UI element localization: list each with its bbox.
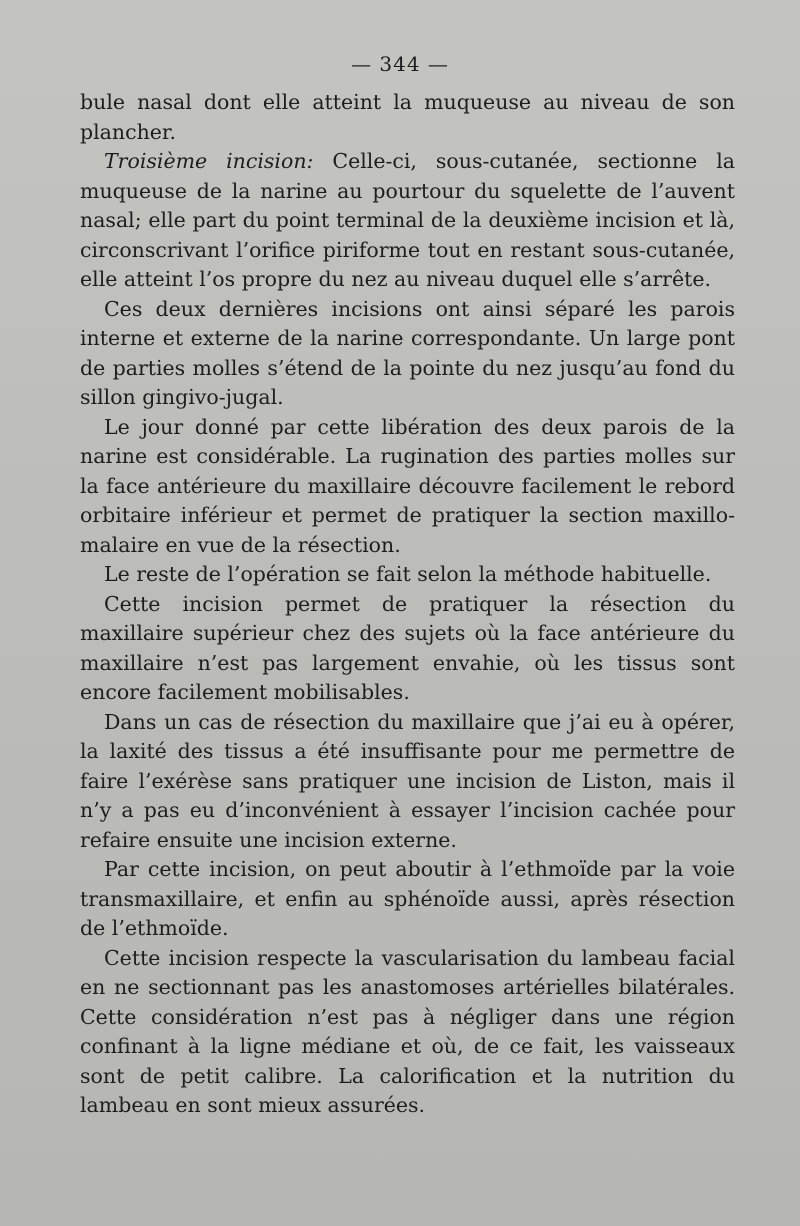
paragraph-1: bule nasal dont elle atteint la muqueuse au niveau de son plancher. — [80, 90, 735, 144]
paragraph-8: Par cette incision, on peut aboutir à l’ethmoïde par la voie transmaxillaire, et enfin au sphénoïde aussi, après résection de l’ethmoïde. — [80, 857, 735, 940]
paragraph-7: Dans un cas de résection du maxillaire que j’ai eu à opérer, la laxité des tissus a été insuffisante pour me permettre de faire l’exérèse sans pratiquer une incision de Liston, mais il n’y a pas eu d’inconvénient à essayer l’incision cachée pour refaire ensuite une incision externe. — [80, 709, 735, 852]
paragraph-9: Cette incision respecte la vascularisation du lambeau facial en ne sectionnant pas les anastomoses artérielles bilatérales. Cette considération n’est pas à négliger dans une région confinant à la ligne médiane et où, de ce fait, les vaisseaux sont de petit calibre. La calorification et la nutrition du lambeau en sont mieux assurées. — [80, 945, 735, 1117]
paragraph-6: Cette incision permet de pratiquer la résection du maxillaire supérieur chez des sujets où la face antérieure du maxillaire n’est pas largement envahie, où les tissus sont encore facilement mobilisables. — [80, 591, 735, 704]
page-number: — 344 — — [351, 52, 449, 76]
paragraph-2-text: Celle-ci, sous-cutanée, sectionne la muqueuse de la narine au pourtour du squelette de l’auvent nasal; elle part du point terminal de la deuxième incision et là, circonscrivant l’orifice piriforme tout en restant sous-cutanée, elle atteint l’os propre du nez au niveau duquel elle s’arrête. — [80, 149, 735, 291]
paragraph-2 — [80, 147, 735, 295]
body-text — [80, 88, 735, 1121]
paragraph-4: Le jour donné par cette libération des deux parois de la narine est considérable. La rugination des parties molles sur la face antérieure du maxillaire découvre facilement le rebord orbitaire inférieur et permet de pratiquer la section maxillo-malaire en vue de la résection. — [80, 414, 735, 557]
section-lead: Troisième incision: — [104, 149, 314, 173]
paragraph-3: Ces deux dernières incisions ont ainsi séparé les parois interne et externe de la narine correspondante. Un large pont de parties molles s’étend de la pointe du nez jusqu’au fond du sillon gingivo-jugal. — [80, 296, 735, 409]
paragraph-5: Le reste de l’opération se fait selon la méthode habituelle. — [104, 562, 712, 586]
